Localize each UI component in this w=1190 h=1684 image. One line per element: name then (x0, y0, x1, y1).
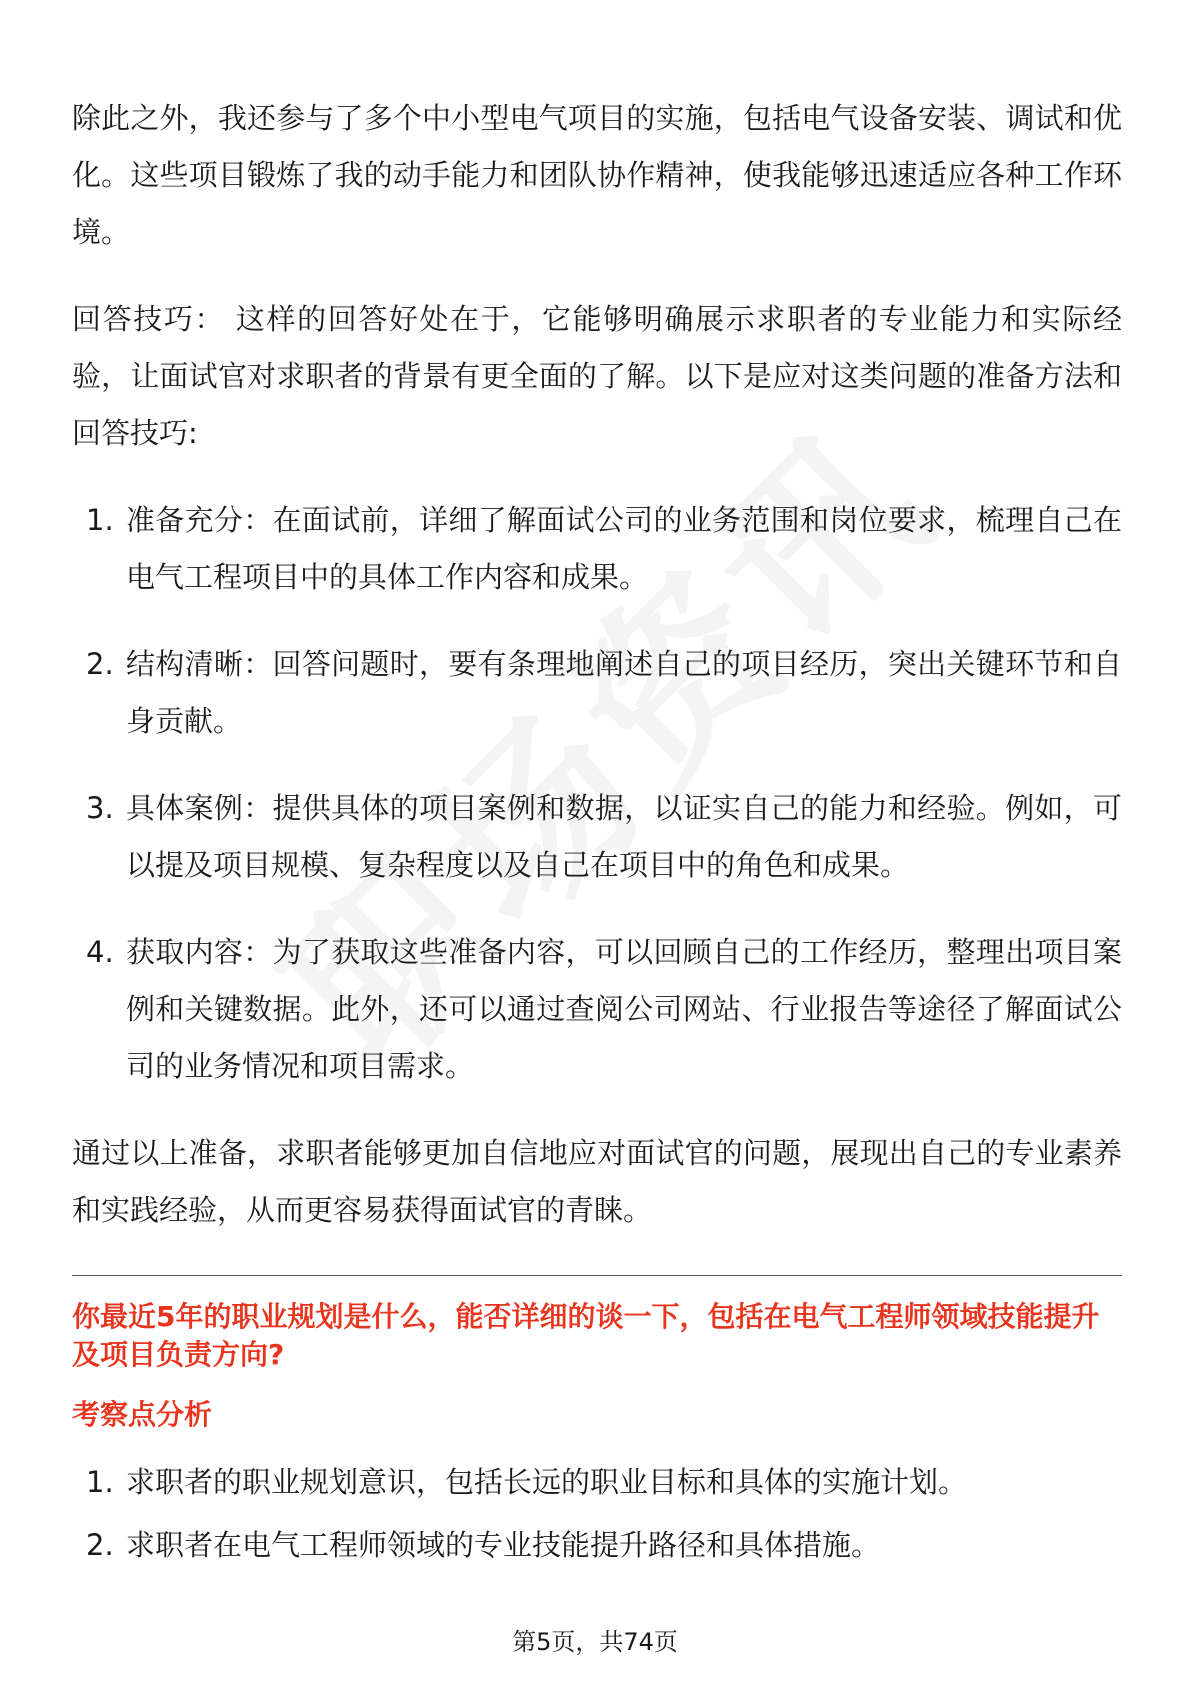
intro-paragraph: 除此之外，我还参与了多个中小型电气项目的实施，包括电气设备安装、调试和优化。这些项目锻炼了我的动手能力和团队协作精神，使我能够迅速适应各种工作环境。 (72, 101, 1122, 249)
list-item-text: 准备充分：在面试前，详细了解面试公司的业务范围和岗位要求，梳理自己在电气工程项目中的具体工作内容和成果。 (126, 503, 1122, 594)
list-item-text: 获取内容：为了获取这些准备内容，可以回顾自己的工作经历，整理出项目案例和关键数据。此外，还可以通过查阅公司网站、行业报告等途径了解面试公司的业务情况和项目需求。 (126, 935, 1122, 1083)
list-item-text: 求职者的职业规划意识，包括长远的职业目标和具体的实施计划。 (126, 1465, 968, 1499)
list-item-number: 2. (86, 1528, 114, 1562)
page-content (72, 90, 1122, 1604)
section-divider (72, 1275, 1122, 1276)
list-item-text: 求职者在电气工程师领域的专业技能提升路径和具体措施。 (126, 1528, 881, 1562)
page-footer: 第5页，共74页 (512, 1628, 678, 1656)
list-item (72, 924, 1122, 1095)
analysis-list (72, 1454, 1122, 1574)
list-item-number: 1. (86, 1465, 114, 1499)
tips-list (72, 492, 1122, 1095)
list-item (72, 1517, 1122, 1574)
list-item-number: 2. (86, 647, 114, 681)
list-item-text: 具体案例：提供具体的项目案例和数据，以证实自己的能力和经验。例如，可以提及项目规模、复杂程度以及自己在项目中的角色和成果。 (126, 791, 1122, 882)
interview-question: 你最近5年的职业规划是什么，能否详细的谈一下，包括在电气工程师领域技能提升及项目负责方向? (72, 1300, 1100, 1371)
list-item (72, 780, 1122, 894)
list-item-number: 1. (86, 503, 114, 537)
list-item-text: 结构清晰：回答问题时，要有条理地阐述自己的项目经历，突出关键环节和自身贡献。 (126, 647, 1122, 738)
list-item-number: 4. (86, 935, 114, 969)
list-item-number: 3. (86, 791, 114, 825)
list-item (72, 492, 1122, 606)
list-item (72, 1454, 1122, 1511)
list-item (72, 636, 1122, 750)
analysis-heading: 考察点分析 (72, 1398, 213, 1431)
closing-paragraph: 通过以上准备，求职者能够更加自信地应对面试官的问题，展现出自己的专业素养和实践经验，从而更容易获得面试官的青睐。 (72, 1136, 1122, 1227)
tips-paragraph: 回答技巧： 这样的回答好处在于，它能够明确展示求职者的专业能力和实际经验，让面试官对求职者的背景有更全面的了解。以下是应对这类问题的准备方法和回答技巧: (72, 302, 1122, 450)
